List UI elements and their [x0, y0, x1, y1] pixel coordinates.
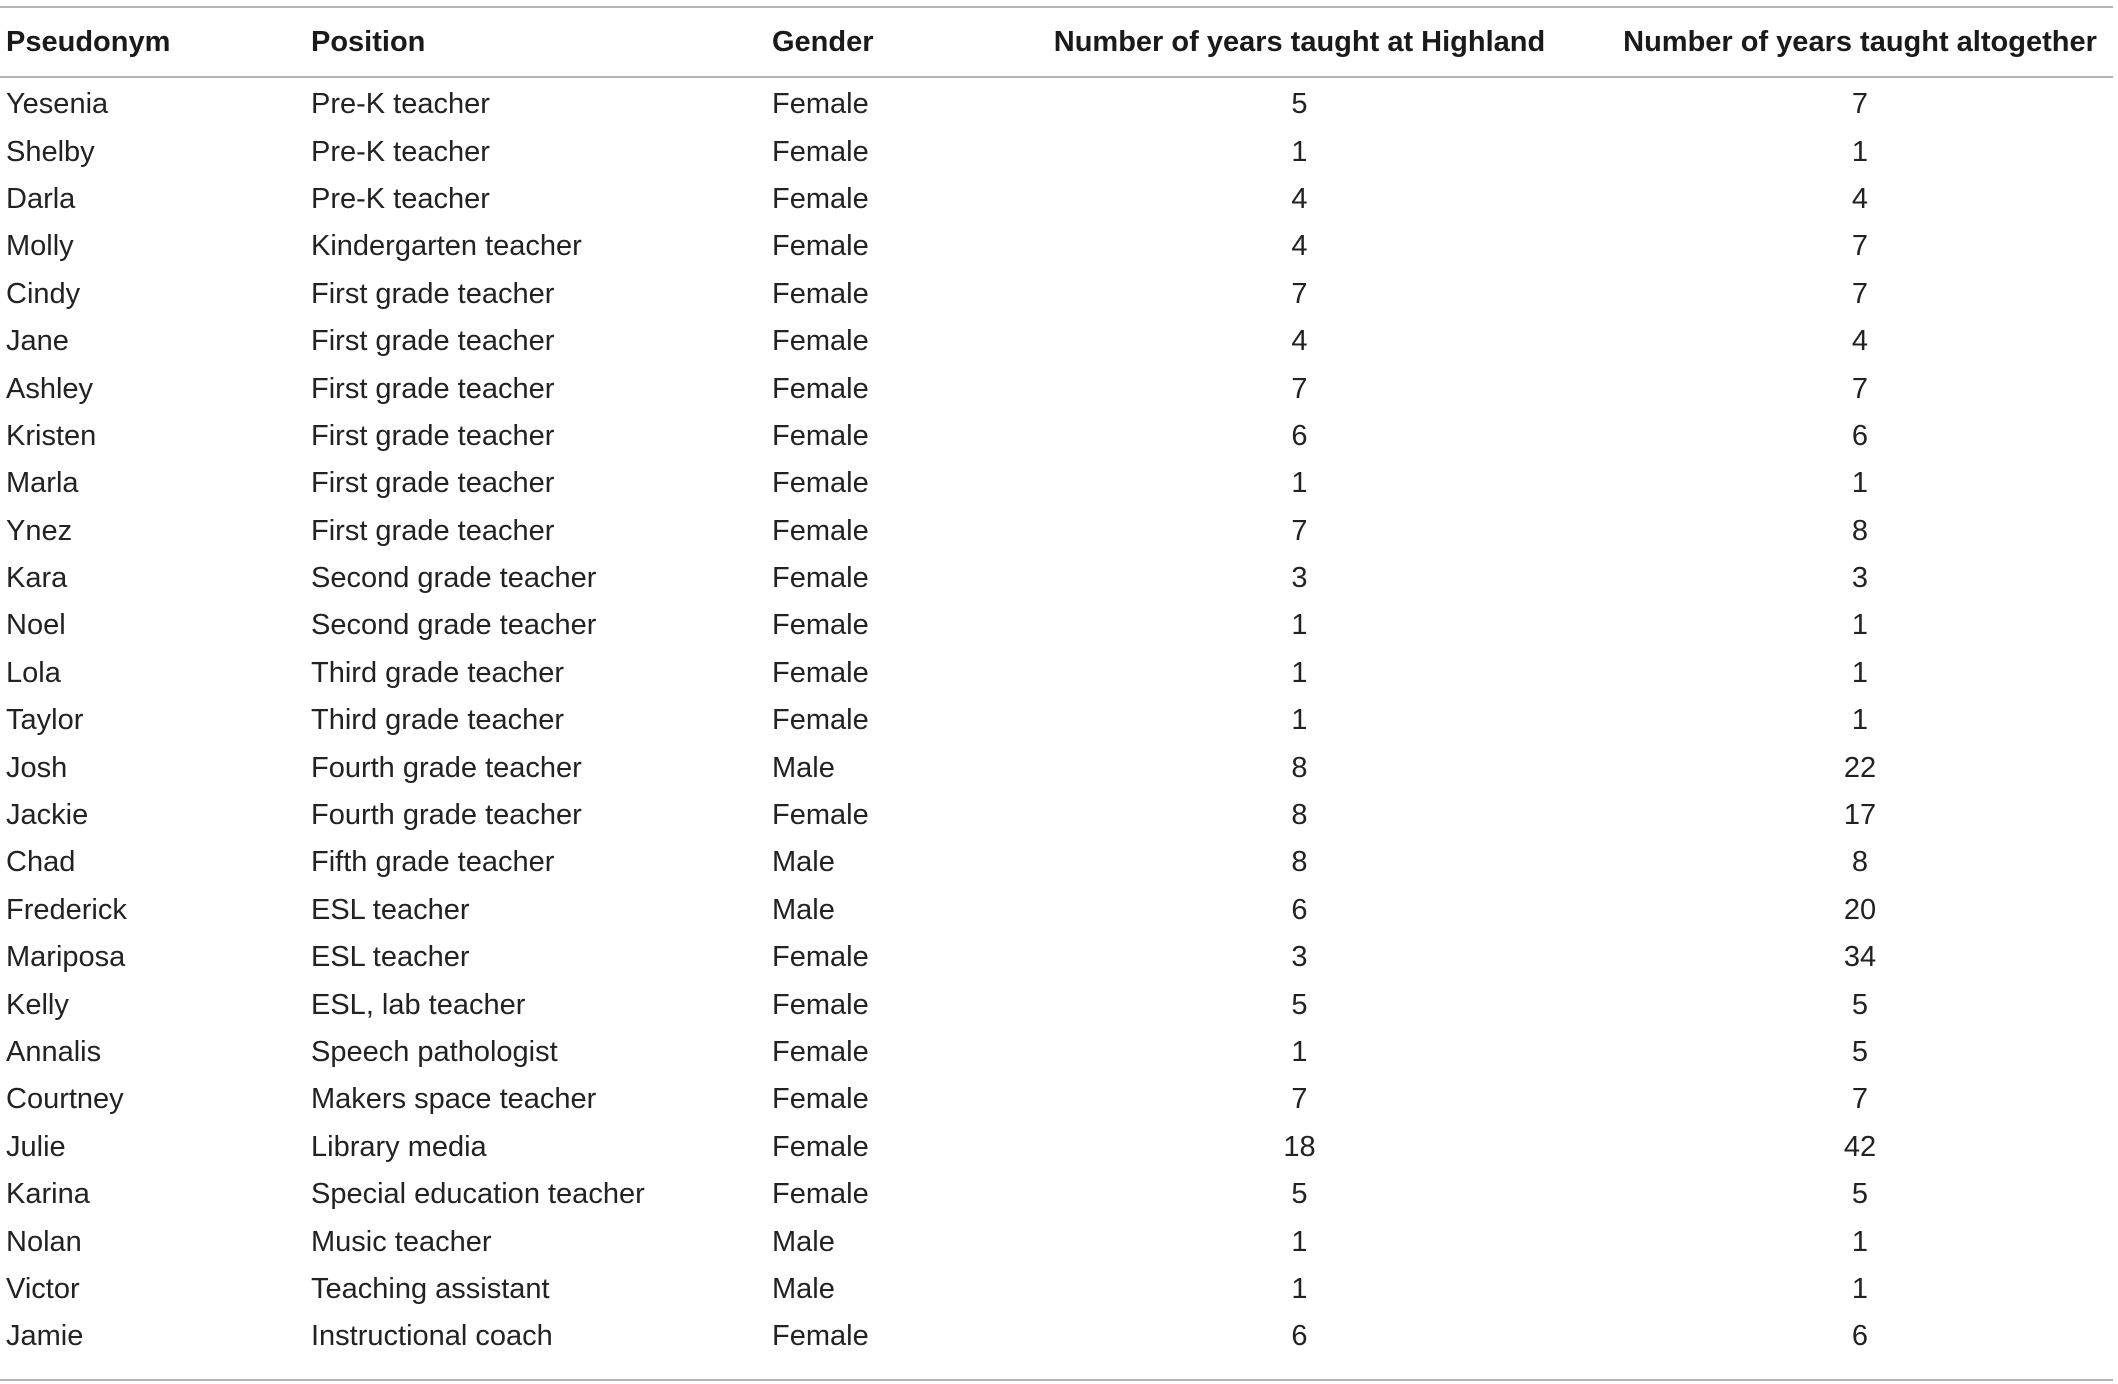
cell-position: ESL teacher — [311, 893, 470, 926]
cell-position: Speech pathologist — [311, 1036, 558, 1068]
cell-years-highland: 8 — [1291, 751, 1308, 784]
cell-years-highland: 1 — [1291, 704, 1308, 737]
cell-position: ESL teacher — [311, 941, 470, 974]
table-row — [0, 602, 2118, 649]
cell-position: Fifth grade teacher — [311, 846, 555, 879]
cell-years-altogether: 5 — [1851, 1178, 1869, 1211]
cell-pseudonym: Cindy — [6, 277, 81, 310]
cell-years-highland: 8 — [1291, 799, 1308, 832]
table-body — [0, 75, 2118, 1361]
cell-years-highland: 1 — [1291, 1272, 1308, 1305]
table-row — [0, 318, 2118, 365]
cell-years-altogether: 42 — [1843, 1130, 1877, 1163]
cell-years-highland: 6 — [1291, 1320, 1308, 1353]
cell-pseudonym: Courtney — [6, 1083, 124, 1116]
cell-years-altogether: 1 — [1851, 609, 1869, 642]
cell-pseudonym: Noel — [6, 609, 66, 642]
cell-gender: Female — [772, 135, 869, 168]
cell-position: Teaching assistant — [311, 1272, 550, 1305]
cell-years-altogether: 8 — [1851, 846, 1869, 879]
cell-years-altogether: 7 — [1851, 1083, 1869, 1116]
cell-years-highland: 3 — [1291, 941, 1308, 974]
cell-gender: Male — [772, 1225, 835, 1258]
cell-position: Pre-K teacher — [311, 182, 490, 215]
cell-years-altogether: 34 — [1843, 941, 1877, 974]
cell-position: First grade teacher — [311, 467, 555, 500]
cell-position: Pre-K teacher — [311, 88, 490, 121]
header-gender: Gender — [772, 25, 874, 58]
cell-years-highland: 4 — [1291, 325, 1308, 358]
table-row — [0, 460, 2118, 507]
cell-years-highland: 7 — [1291, 372, 1308, 405]
cell-gender: Female — [772, 1178, 869, 1211]
cell-position: Instructional coach — [311, 1320, 553, 1353]
cell-gender: Female — [772, 467, 869, 500]
cell-years-altogether: 1 — [1851, 656, 1869, 689]
cell-gender: Female — [772, 988, 869, 1021]
table-row — [0, 1266, 2118, 1313]
cell-pseudonym: Lola — [6, 656, 61, 689]
cell-years-highland: 7 — [1291, 514, 1308, 547]
cell-position: First grade teacher — [311, 325, 555, 358]
cell-position: First grade teacher — [311, 419, 555, 452]
cell-years-altogether: 7 — [1851, 88, 1869, 121]
table-row — [0, 887, 2118, 934]
cell-years-altogether: 1 — [1851, 467, 1869, 500]
cell-gender: Female — [772, 88, 869, 121]
table-row — [0, 981, 2118, 1028]
cell-years-highland: 1 — [1291, 1036, 1308, 1068]
cell-gender: Female — [772, 1320, 869, 1353]
cell-years-altogether: 1 — [1851, 1272, 1869, 1305]
cell-gender: Male — [772, 751, 835, 784]
table-row — [0, 508, 2118, 555]
cell-position: Music teacher — [311, 1225, 492, 1258]
cell-years-altogether: 17 — [1843, 799, 1877, 832]
cell-position: Kindergarten teacher — [311, 230, 582, 263]
cell-pseudonym: Jackie — [6, 799, 89, 832]
header-position: Position — [311, 25, 426, 58]
cell-years-highland: 8 — [1291, 846, 1308, 879]
cell-years-highland: 1 — [1291, 1225, 1308, 1258]
cell-years-highland: 5 — [1291, 1178, 1308, 1211]
cell-gender: Female — [772, 230, 869, 263]
table-row — [0, 1124, 2118, 1171]
cell-pseudonym: Yesenia — [6, 88, 109, 121]
cell-pseudonym: Josh — [6, 751, 68, 784]
cell-position: First grade teacher — [311, 372, 555, 405]
cell-years-altogether: 7 — [1851, 230, 1869, 263]
cell-pseudonym: Mariposa — [6, 941, 126, 974]
cell-pseudonym: Molly — [6, 230, 74, 263]
cell-gender: Female — [772, 609, 869, 642]
cell-years-highland: 7 — [1291, 277, 1308, 310]
cell-years-altogether: 5 — [1851, 988, 1869, 1021]
cell-years-altogether: 6 — [1851, 1320, 1869, 1353]
cell-years-highland: 5 — [1291, 88, 1308, 121]
table-top-rule — [0, 6, 2113, 8]
cell-gender: Female — [772, 1036, 869, 1068]
cell-position: Third grade teacher — [311, 704, 565, 737]
table-row — [0, 1313, 2118, 1360]
cell-years-highland: 1 — [1291, 609, 1308, 642]
header-years-altogether: Number of years taught altogether — [1623, 25, 2097, 58]
cell-gender: Female — [772, 419, 869, 452]
cell-gender: Female — [772, 941, 869, 974]
cell-years-highland: 5 — [1291, 988, 1308, 1021]
cell-gender: Female — [772, 656, 869, 689]
table-row — [0, 176, 2118, 223]
cell-position: Pre-K teacher — [311, 135, 490, 168]
cell-pseudonym: Jamie — [6, 1320, 84, 1353]
table-row — [0, 413, 2118, 460]
table-row — [0, 223, 2118, 270]
cell-years-altogether: 6 — [1851, 419, 1869, 452]
table-row — [0, 1076, 2118, 1123]
cell-position: Second grade teacher — [311, 609, 597, 642]
cell-pseudonym: Kara — [6, 562, 68, 595]
cell-pseudonym: Nolan — [6, 1225, 82, 1258]
cell-pseudonym: Julie — [6, 1130, 66, 1163]
cell-years-altogether: 1 — [1851, 704, 1869, 737]
table-row — [0, 839, 2118, 886]
cell-pseudonym: Darla — [6, 182, 76, 215]
cell-position: ESL, lab teacher — [311, 988, 526, 1021]
cell-gender: Female — [772, 562, 869, 595]
table-row — [0, 1171, 2118, 1218]
cell-years-altogether: 8 — [1851, 514, 1869, 547]
cell-position: First grade teacher — [311, 277, 555, 310]
table-row — [0, 744, 2118, 791]
cell-years-altogether: 3 — [1851, 562, 1869, 595]
cell-years-highland: 1 — [1291, 656, 1308, 689]
cell-position: Special education teacher — [311, 1178, 645, 1211]
cell-position: Makers space teacher — [311, 1083, 597, 1116]
cell-gender: Male — [772, 1272, 835, 1305]
table-row — [0, 697, 2118, 744]
table-row — [0, 365, 2118, 412]
cell-years-altogether: 7 — [1851, 277, 1869, 310]
cell-gender: Female — [772, 1083, 869, 1116]
header-pseudonym: Pseudonym — [6, 25, 171, 58]
cell-years-altogether: 5 — [1851, 1036, 1869, 1068]
table-row — [0, 75, 2118, 128]
header-years-highland: Number of years taught at Highland — [1053, 25, 1546, 58]
cell-years-highland: 18 — [1283, 1130, 1316, 1163]
cell-years-altogether: 4 — [1851, 325, 1869, 358]
cell-position: Third grade teacher — [311, 656, 565, 689]
table-header-row — [0, 9, 2118, 75]
cell-pseudonym: Karina — [6, 1178, 90, 1211]
cell-pseudonym: Ynez — [6, 514, 73, 547]
cell-position: Second grade teacher — [311, 562, 597, 595]
cell-gender: Female — [772, 1130, 869, 1163]
table-row — [0, 1029, 2118, 1076]
cell-years-highland: 1 — [1291, 135, 1308, 168]
cell-pseudonym: Taylor — [6, 704, 84, 737]
cell-years-altogether: 7 — [1851, 372, 1869, 405]
table-bottom-rule — [0, 1379, 2113, 1381]
cell-gender: Female — [772, 182, 869, 215]
cell-position: First grade teacher — [311, 514, 555, 547]
table-row — [0, 650, 2118, 697]
cell-gender: Female — [772, 325, 869, 358]
teacher-table — [0, 9, 2118, 1361]
cell-gender: Male — [772, 846, 835, 879]
cell-years-highland: 3 — [1291, 562, 1308, 595]
cell-pseudonym: Kristen — [6, 419, 97, 452]
cell-pseudonym: Jane — [6, 325, 69, 358]
cell-position: Library media — [311, 1130, 487, 1163]
cell-gender: Female — [772, 799, 869, 832]
cell-pseudonym: Ashley — [6, 372, 94, 405]
cell-years-altogether: 20 — [1843, 893, 1877, 926]
cell-pseudonym: Shelby — [6, 135, 95, 168]
cell-gender: Male — [772, 893, 835, 926]
cell-position: Fourth grade teacher — [311, 799, 582, 832]
cell-years-highland: 4 — [1291, 230, 1308, 263]
cell-pseudonym: Victor — [6, 1272, 80, 1305]
cell-years-highland: 6 — [1291, 893, 1308, 926]
cell-years-highland: 6 — [1291, 419, 1308, 452]
table-row — [0, 934, 2118, 981]
table-row — [0, 555, 2118, 602]
cell-years-altogether: 1 — [1851, 1225, 1869, 1258]
table-row — [0, 271, 2118, 318]
cell-pseudonym: Marla — [6, 467, 79, 500]
cell-gender: Female — [772, 277, 869, 310]
cell-pseudonym: Kelly — [6, 988, 69, 1021]
table-row — [0, 792, 2118, 839]
cell-years-altogether: 22 — [1843, 751, 1877, 784]
cell-years-highland: 4 — [1291, 182, 1308, 215]
cell-years-altogether: 1 — [1851, 135, 1869, 168]
cell-gender: Female — [772, 704, 869, 737]
cell-pseudonym: Annalis — [6, 1036, 102, 1068]
cell-pseudonym: Frederick — [6, 893, 127, 926]
table-row — [0, 128, 2118, 175]
cell-gender: Female — [772, 372, 869, 405]
cell-position: Fourth grade teacher — [311, 751, 582, 784]
cell-gender: Female — [772, 514, 869, 547]
table-row — [0, 1218, 2118, 1265]
cell-years-highland: 1 — [1291, 467, 1308, 500]
cell-years-highland: 7 — [1291, 1083, 1308, 1116]
cell-pseudonym: Chad — [6, 846, 76, 879]
cell-years-altogether: 4 — [1851, 182, 1869, 215]
